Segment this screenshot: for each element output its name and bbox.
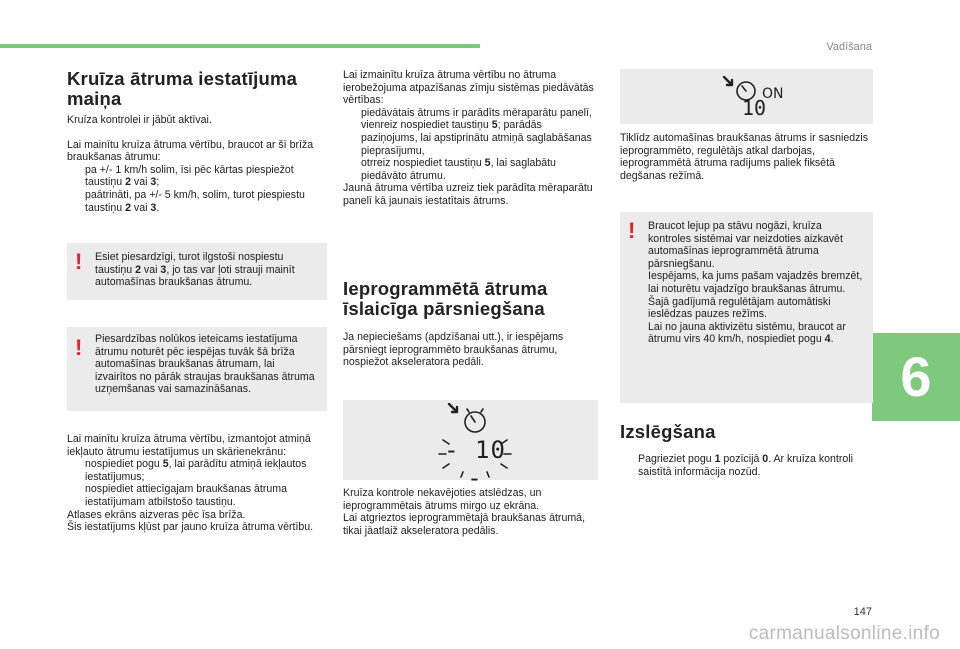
- speed-resume-illustration: [620, 69, 873, 124]
- section-name: Vadīšana: [826, 41, 872, 53]
- title-speed-setting-change: Kruīza ātruma iestatījuma maiņa: [67, 68, 298, 109]
- para-auto-resume: Tiklīdz automašīnas braukšanas ātrums ir sasniedzis ieprogrammēto, regulētājs atkal darbojas, ieprogrammētā ātruma radījums paliek fiksētā degšanas režīmā.: [620, 132, 869, 182]
- para-touch: Lai mainītu kruīza ātruma vērtību, izmantojot atmiņā iekļauto ātrumu iestatījumus un skārienekrānu:: [67, 433, 311, 458]
- list-item: pa +/- 1 km/h solim, īsi pēc kārtas piespiežot taustiņu 2 vai 3;: [85, 163, 294, 189]
- col1-text-bottom: [67, 433, 327, 534]
- header-accent-bar: [0, 44, 480, 48]
- warning-box: [67, 327, 327, 411]
- chapter-tab: 6: [872, 333, 960, 421]
- para-blink-2: Lai atgrieztos ieprogrammētajā braukšanas ātrumā, tikai jāatlaiž akseleratora pedālis.: [343, 512, 586, 537]
- para-blink-1: Kruīza kontrole nekavējoties atslēdzas, un ieprogrammētais ātrums mirgo uz ekrāna.: [343, 487, 542, 512]
- list-item: piedāvātais ātrums ir parādīts mēraparātu panelī,: [361, 106, 592, 119]
- para-new-value: Jaunā ātruma vērtība uzreiz tiek parādīta mēraparātu panelī kā jaunais iestatītais ātrums.: [343, 182, 593, 207]
- page-number: 147: [853, 606, 872, 618]
- speed-display-value: 10: [741, 96, 767, 120]
- para-close-1: Atlases ekrāns aizveras pēc īsa brīža.: [67, 508, 246, 521]
- para-change: Lai mainītu kruīza ātruma vērtību, braucot ar šī brīža braukšanas ātrumu:: [67, 138, 314, 164]
- warning-icon: !: [75, 335, 83, 360]
- warning-icon: !: [628, 218, 636, 243]
- para-active: Kruīza kontrolei ir jābūt aktīvai.: [67, 114, 212, 126]
- warning-box: [620, 212, 873, 403]
- col2-text-top: [343, 69, 601, 208]
- col2-text-bottom: [343, 487, 601, 537]
- on-indicator-label: ON: [762, 86, 784, 102]
- list-item: Pagrieziet pogu 1 pozīcijā 0. Ar kruīza kontroli saistītā informācija nozūd.: [638, 453, 853, 478]
- para-memory: Lai izmainītu kruīza ātruma vērtību no ātruma ierobežojuma atpazīšanas zīmju sistēmas piedāvātās vērtības:: [343, 69, 594, 107]
- col1-text-top: [67, 114, 327, 214]
- list-item: otrreiz nospiediet taustiņu 5, lai saglabātu piedāvāto ātrumu.: [361, 157, 556, 182]
- col3-text-bottom: [620, 453, 873, 478]
- list-item: vienreiz nospiediet taustiņu 5; parādās paziņojums, lai apstiprinātu atmiņā saglabāšanas pieprasījumu,: [361, 119, 592, 157]
- para-exceed: Ja nepieciešams (apdzīšanai utt.), ir iespējams pārsniegt ieprogrammēto braukšanas ātrumu, nospiežot akseleratora pedāli.: [343, 331, 564, 369]
- speed-exceed-illustration: [343, 400, 598, 492]
- list-item: nospiediet attiecīgajam braukšanas ātruma iestatījumam atbilstošo taustiņu.: [85, 483, 287, 508]
- warning-text: Piesardzības nolūkos ieteicams iestatījuma ātrumu noturēt pēc iespējas tuvāk šā brīža automašīnas braukšanas ātrumam, lai izvairītos no pārāk straujas braukšanas ātruma uzņemšanas vai samazināšanas.: [95, 333, 315, 396]
- warning-text: Braucot lejup pa stāvu nogāzi, kruīza kontroles sistēmai var neizdoties aizkavēt automašīnas ieprogrammētā ātruma pārsniegšanu. Iespējams, ka jums pašam vajadzēs bremzēt, lai noturētu vajadzīgo braukšanas ātrumu. Šajā gadījumā regulētājam automātiski ieslēdzas pauzes režīms. Lai no jauna aktivizētu sistēmu, braucot ar ātrumu virs 40 km/h, nospiediet pogu 4.: [648, 220, 863, 346]
- title-switch-off: Izslēgšana: [620, 421, 716, 442]
- speed-display-value: - 10 -: [444, 436, 506, 492]
- para-close-2: Šis iestatījums kļūst par jauno kruīza ātruma vērtību.: [67, 521, 314, 534]
- warning-icon: !: [75, 249, 83, 274]
- warning-text: Esiet piesardzīgi, turot ilgstoši nospiestu taustiņu 2 vai 3, jo tas var ļoti strauji mainīt automašīnas braukšanas ātrumu.: [95, 251, 295, 289]
- title-temporary-exceed: Ieprogrammētā ātruma īslaicīga pārsniegšana: [343, 278, 548, 319]
- watermark: carmanualsonline.info: [748, 623, 940, 644]
- list-item: paātrināti, pa +/- 5 km/h, solim, turot piespiestu taustiņu 2 vai 3.: [85, 188, 305, 214]
- warning-box: [67, 243, 327, 300]
- list-item: nospiediet pogu 5, lai parādītu atmiņā iekļautos iestatījumus;: [85, 458, 307, 483]
